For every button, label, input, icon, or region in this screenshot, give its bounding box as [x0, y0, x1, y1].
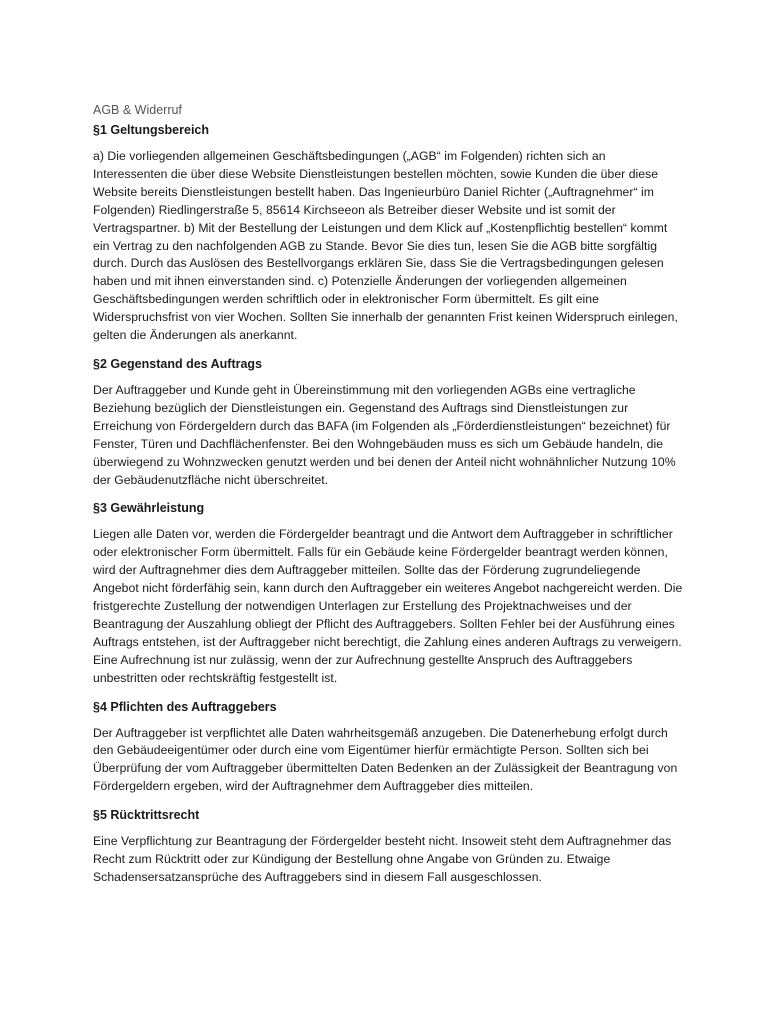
section-heading: §2 Gegenstand des Auftrags	[93, 356, 263, 371]
section-text: Der Auftraggeber ist verpflichtet alle Daten wahrheitsgemäß anzugeben. Die Datenerhebung erfolgt durch den Gebäudeeigentümer oder durch eine vom Eigentümer hierfür ermächtigte Person. Sollten sich bei Überprüfung der vom Auftraggeber übermittelten Daten Bedenken an der Zulässigkeit der Beantragung von Fördergeldern ergeben, wird der Auftragnehmer dem Auftraggeber dies mitteilen.	[93, 725, 678, 794]
section-geltungsbereich	[93, 121, 683, 345]
section-heading: §5 Rücktrittsrecht	[93, 808, 200, 823]
section-gegenstand	[93, 355, 683, 489]
document-page	[93, 101, 683, 897]
section-heading: §3 Gewährleistung	[93, 501, 205, 516]
section-ruecktrittsrecht	[93, 806, 683, 887]
section-gewaehrleistung	[93, 499, 683, 687]
section-heading: §4 Pflichten des Auftraggebers	[93, 699, 277, 714]
document-title: AGB & Widerruf	[93, 103, 182, 117]
section-text: Liegen alle Daten vor, werden die Fördergelder beantragt und die Antwort dem Auftraggeber in schriftlicher oder elektronischer Form übermittelt. Falls für ein Gebäude keine Fördergelder beantragt werden können, wird der Auftragnehmer dies dem Auftraggeber mitteilen. Sollte das der Förderung zugrundeliegende Angebot nicht förderfähig sein, kann durch den Auftraggeber ein weiteres Angebot nachgereicht werden. Die fristgerechte Zustellung der notwendigen Unterlagen zur Erstellung des Projektnachweises und der Beantragung der Auszahlung obliegt der Pflicht des Auftraggebers. Sollten Fehler bei der Ausführung eines Auftrags entstehen, ist der Auftraggeber nicht berechtigt, die Zahlung eines anderen Auftrags zu verweigern. Eine Aufrechnung ist nur zulässig, wenn der zur Aufrechnung gestellte Anspruch des Auftraggebers unbestritten oder rechtskräftig festgestellt ist.	[93, 527, 683, 685]
section-text: Der Auftraggeber und Kunde geht in Übereinstimmung mit den vorliegenden AGBs eine vertragliche Beziehung bezüglich der Dienstleistungen ein. Gegenstand des Auftrags sind Dienstleistungen zur Erreichung von Fördergeldern durch das BAFA (im Folgenden als „Förderdienstleistungen“ bezeichnet) für Fenster, Türen und Dachflächenfenster. Bei den Wohngebäuden muss es sich um Gebäude handeln, die überwiegend zu Wohnzwecken genutzt werden und bei denen der Anteil nicht wohnähnlicher Nutzung 10% der Gebäudenutzfläche nicht überschreitet.	[93, 382, 676, 487]
section-text: Eine Verpflichtung zur Beantragung der Fördergelder besteht nicht. Insoweit steht dem Auftragnehmer das Recht zum Rücktritt oder zur Kündigung der Bestellung ohne Angabe von Gründen zu. Etwaige Schadensersatzansprüche des Auftraggebers sind in diesem Fall ausgeschlossen.	[93, 834, 672, 884]
section-text: a) Die vorliegenden allgemeinen Geschäftsbedingungen („AGB“ im Folgenden) richten sich an Interessenten die über diese Website Dienstleistungen bestellen möchten, sowie Kunden die über diese Website bereits Dienstleistungen bestellt haben. Das Ingenieurbüro Daniel Richter („Auftragnehmer“ im Folgenden) Riedlingerstraße 5, 85614 Kirchseeon als Betreiber dieser Website und ist somit der Vertragspartner. b) Mit der Bestellung der Leistungen und dem Klick auf „Kostenpflichtig bestellen“ kommt ein Vertrag zu den nachfolgenden AGB zu Stande. Bevor Sie dies tun, lesen Sie die AGB bitte sorgfältig durch. Durch das Auslösen des Bestellvorgangs erklären Sie, dass Sie die Vertragsbedingungen gelesen haben und mit ihnen einverstanden sind. c) Potenzielle Änderungen der vorliegenden allgemeinen Geschäftsbedingungen werden schriftlich oder in elektronischer Form übermittelt. Es gilt eine Widerspruchsfrist von vier Wochen. Sollten Sie innerhalb der genannten Frist keinen Widerspruch einlegen, gelten die Änderungen als anerkannt.	[93, 149, 678, 343]
section-pflichten	[93, 698, 683, 797]
section-heading: §1 Geltungsbereich	[93, 123, 210, 137]
